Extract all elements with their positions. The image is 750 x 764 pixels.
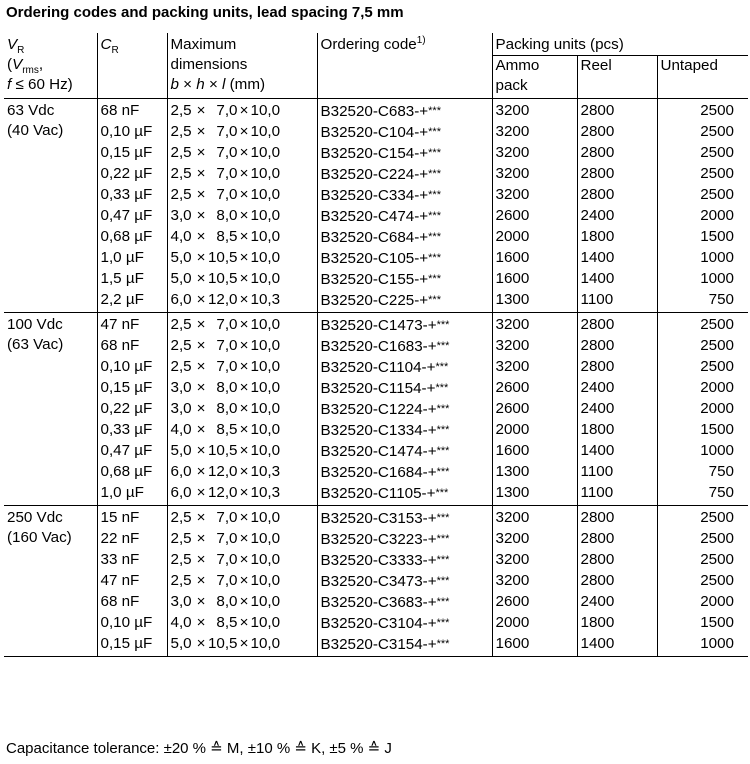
untaped-cell: 2500 [657, 99, 748, 123]
table-row [4, 122, 748, 143]
table-row [4, 378, 748, 399]
ordering-code-cell: B32520-C3333-+*** [317, 550, 492, 571]
capacitance-tolerance-note: Capacitance tolerance: ±20 % ≙ M, ±10 % ≙ K, ±5 % ≙ J [6, 740, 392, 757]
capacitance-cell: 0,68 µF [97, 462, 167, 483]
header-cr: $C_R$ [97, 33, 167, 99]
untaped-cell: 2500 [657, 529, 748, 550]
ammo-cell: 3200 [492, 185, 577, 206]
table-row [4, 634, 748, 657]
table-row [4, 227, 748, 248]
untaped-cell: 2500 [657, 550, 748, 571]
capacitance-cell: 0,22 µF [97, 164, 167, 185]
header-vr: $V_R$ ($V_{rms}$, f ≤ 60 Hz) [4, 33, 97, 99]
table-row [4, 143, 748, 164]
ordering-code-cell: B32520-C3153-+*** [317, 506, 492, 530]
ammo-cell: 1600 [492, 441, 577, 462]
ordering-code-cell: B32520-C225-+*** [317, 290, 492, 313]
ordering-code-cell: B32520-C104-+*** [317, 122, 492, 143]
table-row [4, 357, 748, 378]
reel-cell: 1800 [577, 420, 657, 441]
header-max-dimensions: Maximum dimensions b × h × l (mm) [167, 33, 317, 99]
ammo-cell: 1300 [492, 483, 577, 506]
table-row [4, 613, 748, 634]
header-untaped: Untaped [657, 56, 748, 99]
capacitance-cell: 1,0 µF [97, 483, 167, 506]
rated-voltage-dc: 63 Vdc [7, 102, 55, 119]
dimensions-cell: 2,5 × 7,0 × 10,0 [167, 506, 317, 530]
page-title: Ordering codes and packing units, lead spacing 7,5 mm [6, 4, 404, 21]
table-row [4, 313, 748, 337]
rated-voltage-ac: (40 Vac) [7, 122, 64, 139]
dimensions-cell: 5,0 × 10,5 × 10,0 [167, 248, 317, 269]
dimensions-cell: 2,5 × 7,0 × 10,0 [167, 336, 317, 357]
untaped-cell: 1500 [657, 613, 748, 634]
untaped-cell: 2500 [657, 185, 748, 206]
capacitance-cell: 1,5 µF [97, 269, 167, 290]
untaped-cell: 2500 [657, 571, 748, 592]
untaped-cell: 2500 [657, 122, 748, 143]
ordering-code-cell: B32520-C3473-+*** [317, 571, 492, 592]
rated-voltage-ac: (63 Vac) [7, 336, 64, 353]
untaped-cell: 2500 [657, 313, 748, 337]
dimensions-cell: 2,5 × 7,0 × 10,0 [167, 550, 317, 571]
ammo-cell: 2600 [492, 592, 577, 613]
ordering-code-cell: B32520-C1154-+*** [317, 378, 492, 399]
rated-voltage-cell [4, 313, 97, 506]
ordering-codes-table [4, 33, 748, 657]
reel-cell: 2800 [577, 571, 657, 592]
reel-cell: 1100 [577, 462, 657, 483]
ordering-code-cell: B32520-C1224-+*** [317, 399, 492, 420]
reel-cell: 1800 [577, 613, 657, 634]
untaped-cell: 1000 [657, 269, 748, 290]
untaped-cell: 2500 [657, 143, 748, 164]
table-row [4, 529, 748, 550]
dimensions-cell: 3,0 × 8,0 × 10,0 [167, 399, 317, 420]
ammo-cell: 2000 [492, 613, 577, 634]
ammo-cell: 2000 [492, 420, 577, 441]
capacitance-cell: 47 nF [97, 313, 167, 337]
ammo-cell: 2600 [492, 206, 577, 227]
ordering-code-cell: B32520-C105-+*** [317, 248, 492, 269]
reel-cell: 2400 [577, 399, 657, 420]
reel-cell: 2800 [577, 185, 657, 206]
ordering-code-cell: B32520-C155-+*** [317, 269, 492, 290]
ordering-code-cell: B32520-C1104-+*** [317, 357, 492, 378]
ordering-code-cell: B32520-C3683-+*** [317, 592, 492, 613]
table-row [4, 290, 748, 313]
ordering-code-cell: B32520-C3223-+*** [317, 529, 492, 550]
dimensions-cell: 5,0 × 10,5 × 10,0 [167, 269, 317, 290]
reel-cell: 1100 [577, 290, 657, 313]
ordering-code-cell: B32520-C334-+*** [317, 185, 492, 206]
capacitance-cell: 22 nF [97, 529, 167, 550]
capacitance-cell: 0,68 µF [97, 227, 167, 248]
untaped-cell: 1500 [657, 420, 748, 441]
dimensions-cell: 3,0 × 8,0 × 10,0 [167, 592, 317, 613]
table-row [4, 99, 748, 123]
reel-cell: 1800 [577, 227, 657, 248]
reel-cell: 2800 [577, 99, 657, 123]
ordering-code-cell: B32520-C3154-+*** [317, 634, 492, 657]
capacitance-cell: 0,47 µF [97, 441, 167, 462]
ammo-cell: 2600 [492, 399, 577, 420]
capacitance-cell: 2,2 µF [97, 290, 167, 313]
ammo-cell: 3200 [492, 571, 577, 592]
untaped-cell: 2500 [657, 357, 748, 378]
dimensions-cell: 2,5 × 7,0 × 10,0 [167, 313, 317, 337]
dimensions-cell: 5,0 × 10,5 × 10,0 [167, 634, 317, 657]
ordering-code-cell: B32520-C1474-+*** [317, 441, 492, 462]
untaped-cell: 750 [657, 290, 748, 313]
dimensions-cell: 4,0 × 8,5 × 10,0 [167, 613, 317, 634]
ordering-code-cell: B32520-C1683-+*** [317, 336, 492, 357]
untaped-cell: 1000 [657, 441, 748, 462]
ammo-cell: 3200 [492, 529, 577, 550]
ordering-code-cell: B32520-C3104-+*** [317, 613, 492, 634]
dimensions-cell: 6,0 × 12,0 × 10,3 [167, 462, 317, 483]
capacitance-cell: 0,33 µF [97, 185, 167, 206]
capacitance-cell: 0,33 µF [97, 420, 167, 441]
dimensions-cell: 2,5 × 7,0 × 10,0 [167, 529, 317, 550]
ordering-code-cell: B32520-C154-+*** [317, 143, 492, 164]
capacitance-cell: 0,10 µF [97, 613, 167, 634]
dimensions-cell: 4,0 × 8,5 × 10,0 [167, 420, 317, 441]
rated-voltage-dc: 250 Vdc [7, 509, 63, 526]
dimensions-cell: 2,5 × 7,0 × 10,0 [167, 357, 317, 378]
capacitance-cell: 0,15 µF [97, 634, 167, 657]
table-row [4, 336, 748, 357]
reel-cell: 1100 [577, 483, 657, 506]
dimensions-cell: 2,5 × 7,0 × 10,0 [167, 143, 317, 164]
capacitance-cell: 0,22 µF [97, 399, 167, 420]
table-row [4, 550, 748, 571]
reel-cell: 2400 [577, 592, 657, 613]
reel-cell: 2800 [577, 313, 657, 337]
ammo-cell: 3200 [492, 357, 577, 378]
untaped-cell: 2000 [657, 399, 748, 420]
dimensions-cell: 4,0 × 8,5 × 10,0 [167, 227, 317, 248]
capacitance-cell: 33 nF [97, 550, 167, 571]
table-row [4, 441, 748, 462]
capacitance-cell: 47 nF [97, 571, 167, 592]
table-row [4, 269, 748, 290]
untaped-cell: 2500 [657, 506, 748, 530]
table-row [4, 506, 748, 530]
ammo-cell: 3200 [492, 99, 577, 123]
capacitance-cell: 15 nF [97, 506, 167, 530]
ammo-cell: 3200 [492, 336, 577, 357]
reel-cell: 2800 [577, 550, 657, 571]
ordering-code-cell: B32520-C1473-+*** [317, 313, 492, 337]
header-reel: Reel [577, 56, 657, 99]
ammo-cell: 1300 [492, 290, 577, 313]
reel-cell: 2800 [577, 143, 657, 164]
reel-cell: 1400 [577, 441, 657, 462]
ammo-cell: 1600 [492, 248, 577, 269]
capacitance-cell: 0,15 µF [97, 378, 167, 399]
ammo-cell: 3200 [492, 122, 577, 143]
table-row [4, 592, 748, 613]
reel-cell: 1400 [577, 248, 657, 269]
rated-voltage-cell [4, 99, 97, 313]
untaped-cell: 2000 [657, 378, 748, 399]
dimensions-cell: 3,0 × 8,0 × 10,0 [167, 378, 317, 399]
ordering-code-cell: B32520-C224-+*** [317, 164, 492, 185]
ordering-code-cell: B32520-C684-+*** [317, 227, 492, 248]
table-row [4, 420, 748, 441]
ammo-cell: 3200 [492, 164, 577, 185]
capacitance-cell: 0,10 µF [97, 122, 167, 143]
rated-voltage-ac: (160 Vac) [7, 529, 72, 546]
ammo-cell: 3200 [492, 313, 577, 337]
table-row [4, 483, 748, 506]
untaped-cell: 2500 [657, 336, 748, 357]
rated-voltage-cell [4, 506, 97, 657]
dimensions-cell: 2,5 × 7,0 × 10,0 [167, 571, 317, 592]
capacitance-cell: 68 nF [97, 592, 167, 613]
capacitance-cell: 0,47 µF [97, 206, 167, 227]
reel-cell: 2800 [577, 336, 657, 357]
table-row [4, 462, 748, 483]
ammo-cell: 3200 [492, 506, 577, 530]
header-packing-units: Packing units (pcs) [492, 33, 748, 56]
ammo-cell: 1300 [492, 462, 577, 483]
table-row [4, 399, 748, 420]
ammo-cell: 3200 [492, 550, 577, 571]
untaped-cell: 1000 [657, 248, 748, 269]
untaped-cell: 750 [657, 462, 748, 483]
reel-cell: 2800 [577, 122, 657, 143]
dimensions-cell: 2,5 × 7,0 × 10,0 [167, 122, 317, 143]
dimensions-cell: 2,5 × 7,0 × 10,0 [167, 99, 317, 123]
reel-cell: 2800 [577, 357, 657, 378]
dimensions-cell: 5,0 × 10,5 × 10,0 [167, 441, 317, 462]
untaped-cell: 2000 [657, 206, 748, 227]
ordering-code-cell: B32520-C1105-+*** [317, 483, 492, 506]
untaped-cell: 1500 [657, 227, 748, 248]
table-row [4, 571, 748, 592]
table-row [4, 164, 748, 185]
reel-cell: 2800 [577, 506, 657, 530]
capacitance-cell: 68 nF [97, 336, 167, 357]
ordering-code-cell: B32520-C683-+*** [317, 99, 492, 123]
untaped-cell: 1000 [657, 634, 748, 657]
capacitance-cell: 0,10 µF [97, 357, 167, 378]
table-row [4, 206, 748, 227]
header-row-1 [4, 33, 748, 56]
header-ordering-code: Ordering code$^{1)}$ [317, 33, 492, 99]
reel-cell: 2400 [577, 206, 657, 227]
rated-voltage-dc: 100 Vdc [7, 316, 63, 333]
ordering-code-cell: B32520-C1684-+*** [317, 462, 492, 483]
ordering-code-cell: B32520-C1334-+*** [317, 420, 492, 441]
table-row [4, 248, 748, 269]
reel-cell: 2800 [577, 529, 657, 550]
header-ammo-pack: Ammo pack [492, 56, 577, 99]
dimensions-cell: 3,0 × 8,0 × 10,0 [167, 206, 317, 227]
reel-cell: 2400 [577, 378, 657, 399]
ammo-cell: 2600 [492, 378, 577, 399]
dimensions-cell: 2,5 × 7,0 × 10,0 [167, 164, 317, 185]
untaped-cell: 750 [657, 483, 748, 506]
dimensions-cell: 2,5 × 7,0 × 10,0 [167, 185, 317, 206]
untaped-cell: 2000 [657, 592, 748, 613]
ammo-cell: 2000 [492, 227, 577, 248]
capacitance-cell: 0,15 µF [97, 143, 167, 164]
dimensions-cell: 6,0 × 12,0 × 10,3 [167, 483, 317, 506]
ammo-cell: 1600 [492, 634, 577, 657]
ammo-cell: 3200 [492, 143, 577, 164]
capacitance-cell: 1,0 µF [97, 248, 167, 269]
capacitance-cell: 68 nF [97, 99, 167, 123]
ammo-cell: 1600 [492, 269, 577, 290]
ordering-code-cell: B32520-C474-+*** [317, 206, 492, 227]
untaped-cell: 2500 [657, 164, 748, 185]
reel-cell: 2800 [577, 164, 657, 185]
reel-cell: 1400 [577, 269, 657, 290]
table-row [4, 185, 748, 206]
dimensions-cell: 6,0 × 12,0 × 10,3 [167, 290, 317, 313]
reel-cell: 1400 [577, 634, 657, 657]
